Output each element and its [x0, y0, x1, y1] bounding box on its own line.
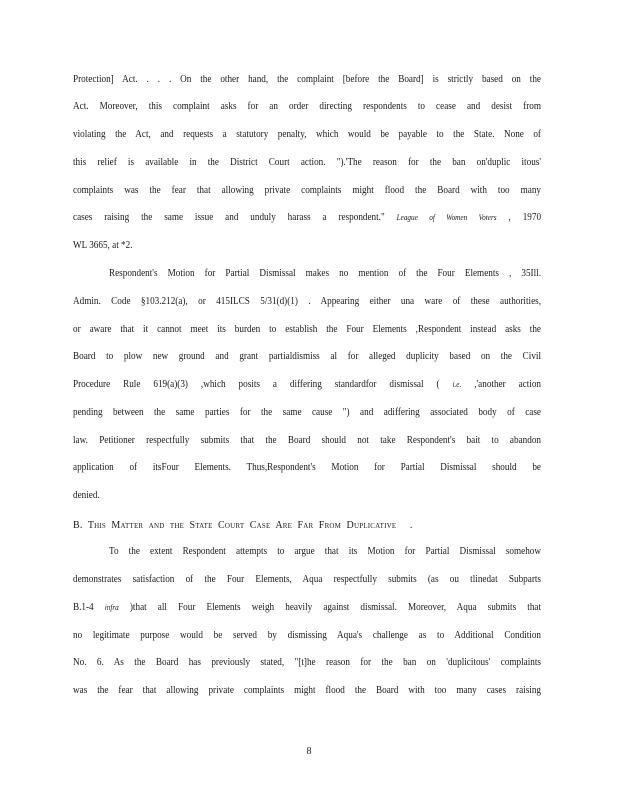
latin-abbrev: i.e. — [452, 380, 462, 389]
text-line: Board to plow new ground and grant partialdismiss al for alleged duplicity based on the Civil — [73, 351, 541, 362]
text-line: was the fear that allowing private complaints might flood the Board with too many cases raising — [73, 685, 541, 696]
text-line: law. Petitioner respectfully submits that the Board should not take Respondent's bait to abandon — [73, 435, 541, 446]
text-line: violating the Act, and requests a statutory penalty, which would be payable to the State. None of — [73, 129, 541, 140]
text-line: Admin. Code §103.212(a), or 415ILCS 5/31(d)(1) . Appearing either una ware of these authorities, — [73, 296, 541, 307]
text-line: no legitimate purpose would be served by dismissing Aqua's challenge as to Additional Condition — [73, 630, 541, 641]
latin-abbrev: infra — [104, 603, 119, 612]
text-line: Procedure Rule 619(a)(3) ,which posits a differing standardfor dismissal ( i.e. ,'another action — [73, 379, 541, 390]
text-line: cases raising the same issue and unduly harass a respondent." League of Women Voters , 1970 — [73, 212, 542, 223]
text-line: Act. Moreover, this complaint asks for an order directing respondents to cease and desist from — [73, 101, 541, 112]
section-heading: B. THIS MATTER AND THE STATE COURT CASE ARE FAR FROM DUPLICATIVE . — [73, 520, 413, 531]
case-citation: League of Women Voters — [396, 213, 497, 222]
page-number: 8 — [306, 746, 312, 757]
text-line: demonstrates satisfaction of the Four Elements, Aqua respectfully submits (as ou tlinedat Subparts — [73, 574, 541, 585]
text-line: Protection] Act. . . . On the other hand, the complaint [before the Board] is strictly based on the — [73, 74, 541, 85]
text-line: No. 6. As the Board has previously stated, "[t]he reason for the ban on 'duplicitous' complaints — [73, 657, 541, 668]
text-line: pending between the same parties for the same cause ") and adiffering associated body of case — [73, 407, 541, 418]
text-line: To the extent Respondent attempts to argue that its Motion for Partial Dismissal somehow — [109, 546, 541, 557]
text-line: denied. — [73, 490, 100, 501]
text-line: this relief is available in the District Court action. ").'The reason for the ban on'duplic itous' — [73, 157, 541, 168]
text-line: B.1-4 infra )that all Four Elements weigh heavily against dismissal. Moreover, Aqua submits that — [73, 602, 542, 613]
text-line: application of itsFour Elements. Thus,Respondent's Motion for Partial Dismissal should be — [73, 462, 541, 473]
text-line: Respondent's Motion for Partial Dismissal makes no mention of the Four Elements , 35Ill. — [109, 268, 541, 279]
text-line: or aware that it cannot meet its burden to establish the Four Elements ,Respondent instead asks the — [73, 324, 541, 335]
text-line: complaints was the fear that allowing private complaints might flood the Board with too many — [73, 185, 541, 196]
text-line: WL 3665, at *2. — [73, 240, 133, 251]
